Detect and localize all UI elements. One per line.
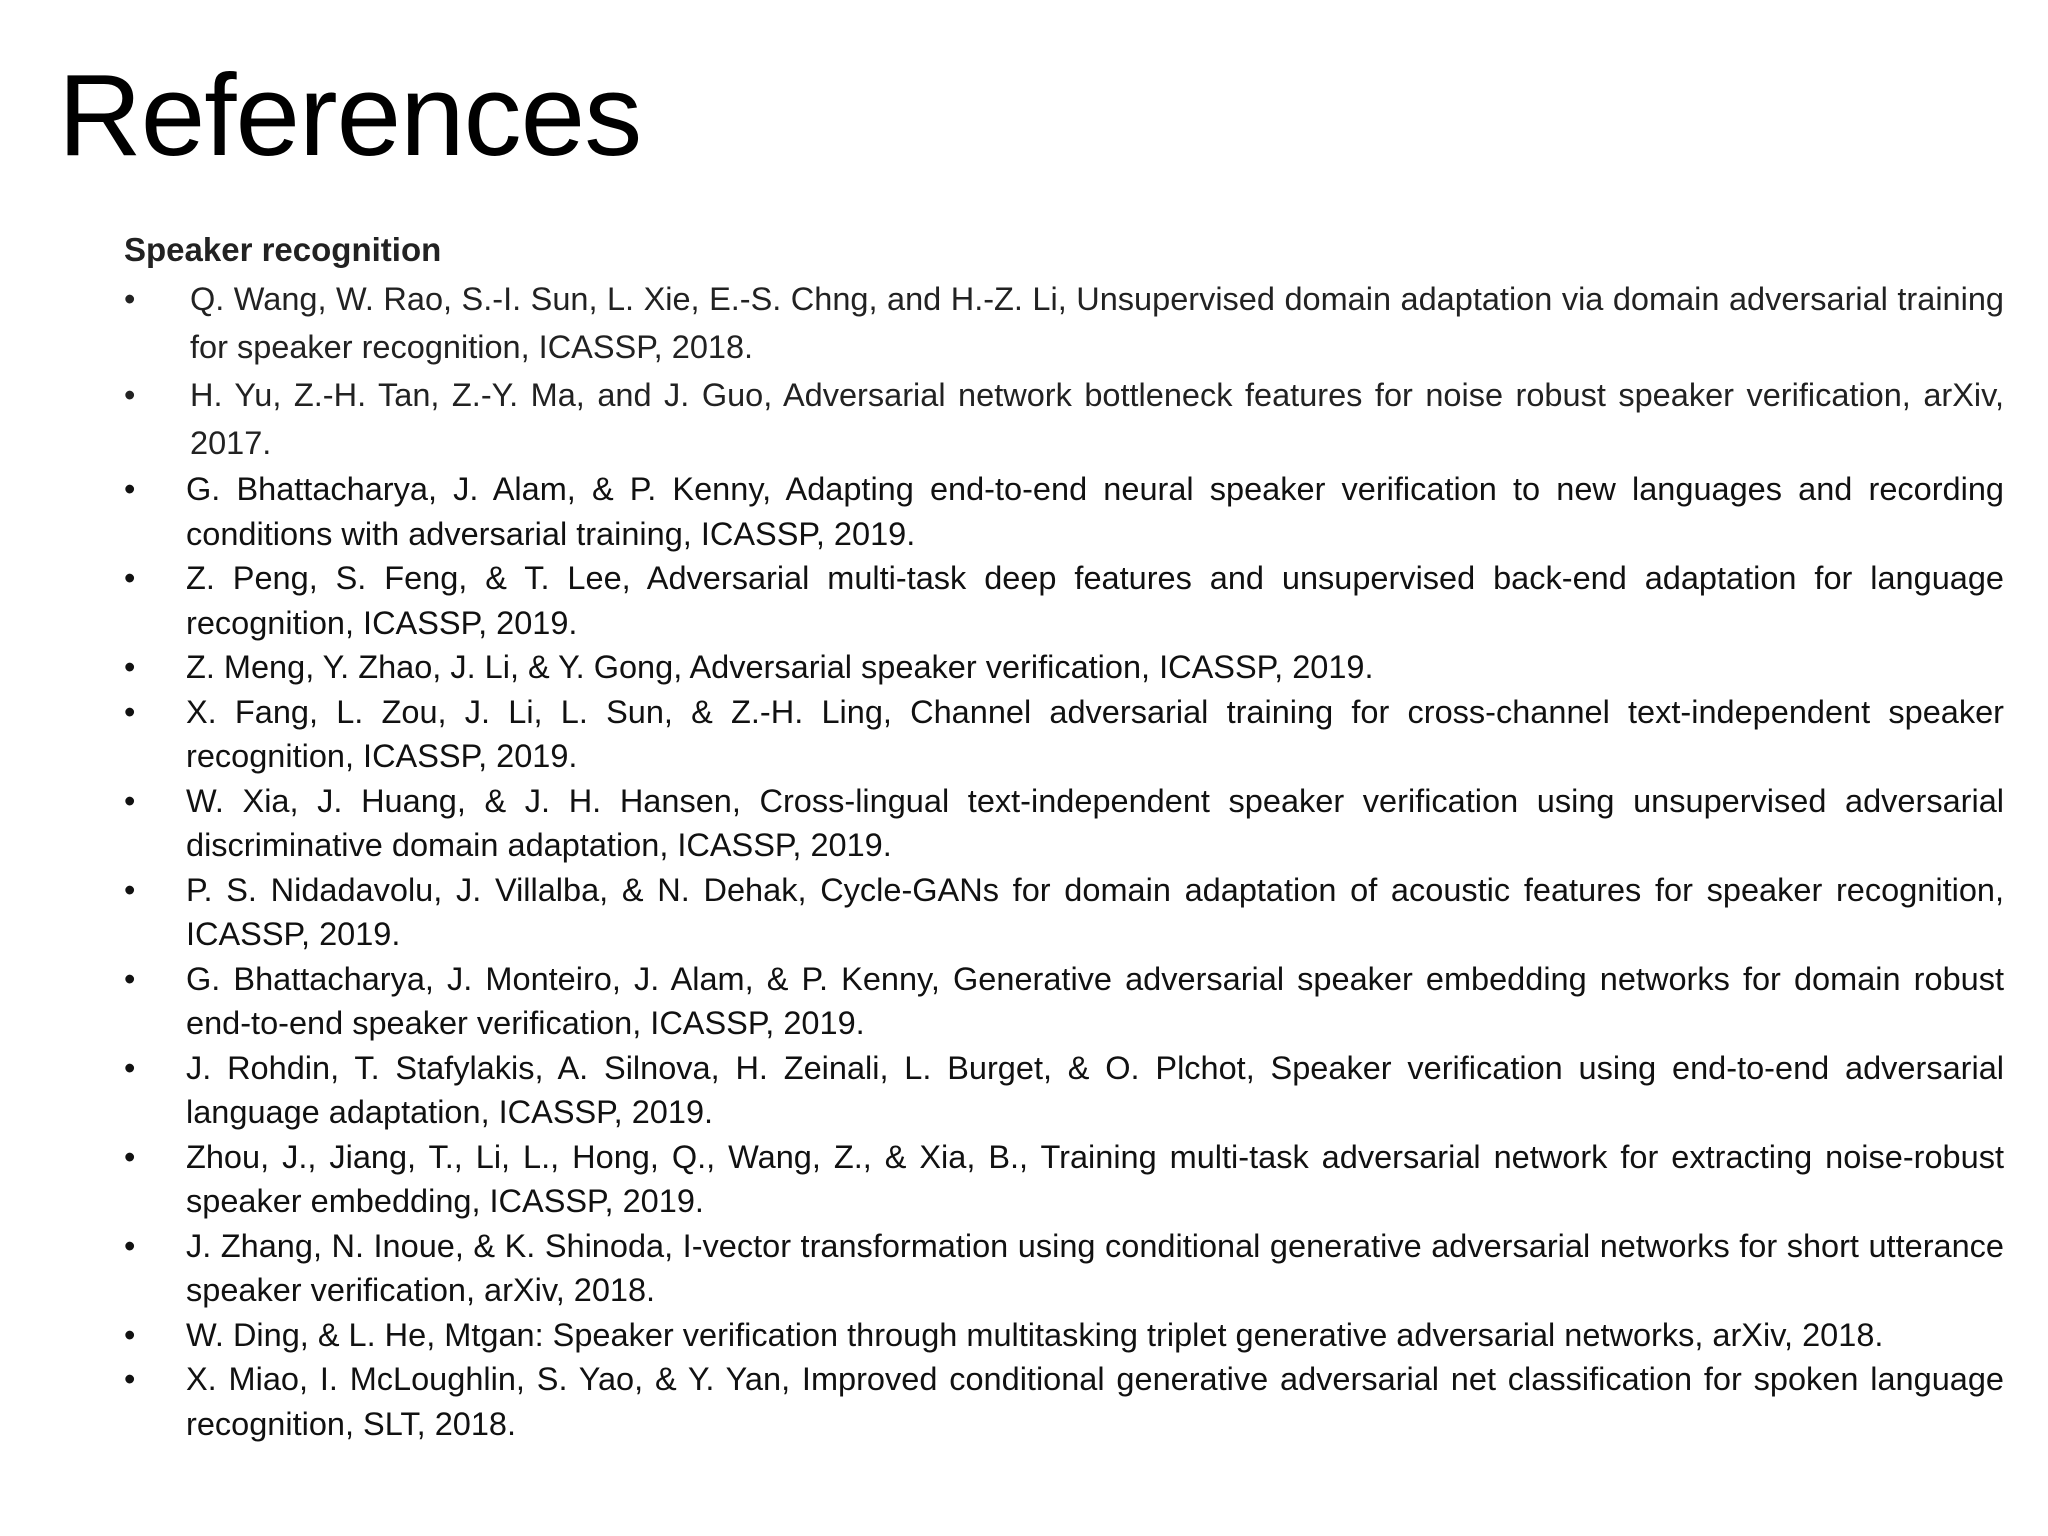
reference-text: J. Rohdin, T. Stafylakis, A. Silnova, H. Zeinali, L. Burget, & O. Plchot, Speaker verification using end-to-end adversarial language adaptation, ICASSP, 2019.	[186, 1049, 2004, 1130]
bullet-icon: •	[124, 871, 136, 908]
reference-list	[124, 275, 2004, 1446]
reference-item	[124, 275, 2004, 371]
reference-item	[124, 957, 2004, 1046]
reference-item	[124, 1313, 2004, 1358]
reference-text: X. Fang, L. Zou, J. Li, L. Sun, & Z.-H. Ling, Channel adversarial training for cross-channel text-independent speaker recognition, ICASSP, 2019.	[186, 693, 2004, 774]
reference-text: G. Bhattacharya, J. Monteiro, J. Alam, & P. Kenny, Generative adversarial speaker embedding networks for domain robust end-to-end speaker verification, ICASSP, 2019.	[186, 960, 2004, 1041]
reference-item	[124, 371, 2004, 467]
reference-item	[124, 1357, 2004, 1446]
reference-text: J. Zhang, N. Inoue, & K. Shinoda, I-vector transformation using conditional generative adversarial networks for short utterance speaker verification, arXiv, 2018.	[186, 1227, 2004, 1308]
slide-title: References	[58, 50, 642, 180]
bullet-icon: •	[124, 960, 136, 997]
reference-text: W. Xia, J. Huang, & J. H. Hansen, Cross-lingual text-independent speaker verification using unsupervised adversarial discriminative domain adaptation, ICASSP, 2019.	[186, 782, 2004, 863]
reference-text: Z. Peng, S. Feng, & T. Lee, Adversarial multi-task deep features and unsupervised back-end adaptation for language recognition, ICASSP, 2019.	[186, 560, 2004, 641]
reference-item	[124, 868, 2004, 957]
reference-text: P. S. Nidadavolu, J. Villalba, & N. Dehak, Cycle-GANs for domain adaptation of acoustic features for speaker recognition, ICASSP, 2019.	[186, 871, 2004, 952]
reference-text: G. Bhattacharya, J. Alam, & P. Kenny, Adapting end-to-end neural speaker verification to new languages and recording conditions with adversarial training, ICASSP, 2019.	[186, 471, 2004, 552]
reference-item	[124, 779, 2004, 868]
bullet-icon: •	[124, 782, 136, 819]
reference-text: X. Miao, I. McLoughlin, S. Yao, & Y. Yan, Improved conditional generative adversarial net classification for spoken language recognition, SLT, 2018.	[186, 1361, 2004, 1442]
bullet-icon: •	[124, 471, 136, 507]
reference-text: Q. Wang, W. Rao, S.-I. Sun, L. Xie, E.-S. Chng, and H.-Z. Li, Unsupervised domain adaptation via domain adversarial training for speaker recognition, ICASSP, 2018.	[190, 281, 2004, 365]
bullet-icon: •	[124, 1138, 136, 1175]
bullet-icon: •	[124, 1049, 136, 1086]
reference-item	[124, 1046, 2004, 1135]
section-heading: Speaker recognition	[124, 231, 442, 268]
bullet-icon: •	[124, 1316, 136, 1353]
reference-item	[124, 467, 2004, 556]
reference-item	[124, 1224, 2004, 1313]
reference-item	[124, 556, 2004, 645]
bullet-icon: •	[124, 1227, 136, 1264]
reference-text: W. Ding, & L. He, Mtgan: Speaker verification through multitasking triplet generative adversarial networks, arXiv, 2018.	[186, 1316, 1884, 1353]
bullet-icon: •	[124, 693, 136, 730]
bullet-icon: •	[124, 281, 136, 317]
bullet-icon: •	[124, 560, 136, 596]
bullet-icon: •	[124, 377, 136, 413]
reference-text: H. Yu, Z.-H. Tan, Z.-Y. Ma, and J. Guo, Adversarial network bottleneck features for noise robust speaker verification, arXiv, 2017.	[190, 377, 2004, 461]
reference-text: Z. Meng, Y. Zhao, J. Li, & Y. Gong, Adversarial speaker verification, ICASSP, 2019.	[186, 649, 1374, 685]
bullet-icon: •	[124, 1361, 136, 1397]
bullet-icon: •	[124, 649, 136, 685]
reference-item	[124, 645, 2004, 690]
reference-item	[124, 690, 2004, 779]
reference-text: Zhou, J., Jiang, T., Li, L., Hong, Q., Wang, Z., & Xia, B., Training multi-task adversarial network for extracting noise-robust speaker embedding, ICASSP, 2019.	[186, 1138, 2004, 1219]
reference-item	[124, 1135, 2004, 1224]
